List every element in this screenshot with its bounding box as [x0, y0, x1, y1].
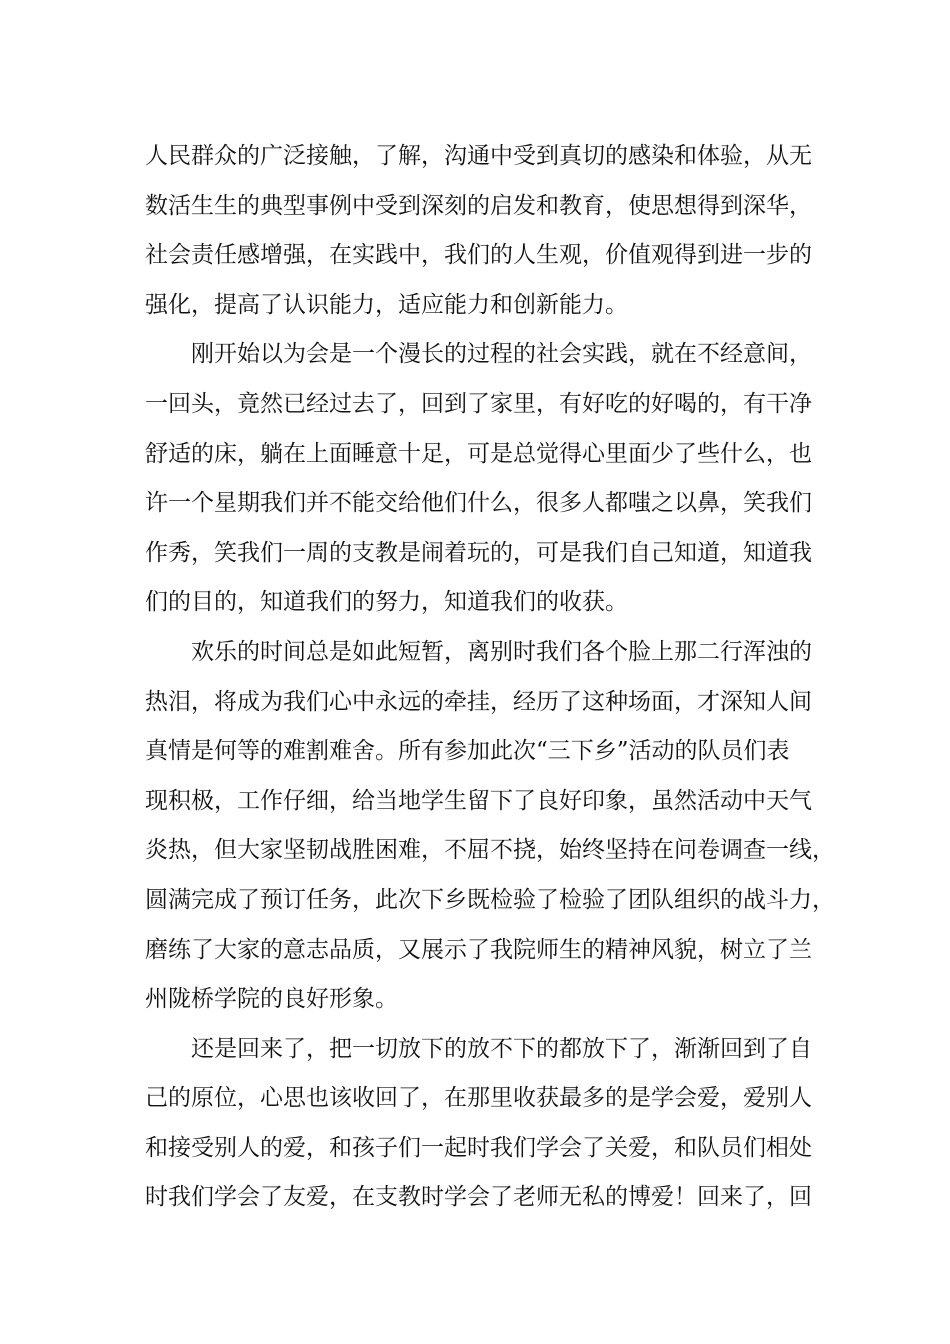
text-line: 磨练了大家的意志品质，又展示了我院师生的精神风貌，树立了兰	[145, 936, 812, 963]
paragraph-1	[145, 132, 825, 330]
text-line: 们的目的，知道我们的努力，知道我们的收获。	[145, 589, 628, 616]
text-line: 人民群众的广泛接触，了解，沟通中受到真切的感染和体验，从无	[145, 143, 812, 169]
text-line: 真情是何等的难割难舍。所有参加此次“三下乡”活动的队员们表	[145, 738, 790, 765]
text-line: 州陇桥学院的良好形象。	[145, 986, 398, 1013]
paragraph-3	[145, 628, 835, 1025]
text-line: 一回头，竟然已经过去了，回到了家里，有好吃的好喝的，有干净	[145, 390, 812, 417]
text-line: 舒适的床，躺在上面睡意十足，可是总觉得心里面少了些什么，也	[145, 440, 812, 467]
text-line: 时我们学会了友爱，在支教时学会了老师无私的博爱！回来了，回	[145, 1184, 812, 1211]
text-line: 现积极，工作仔细，给当地学生留下了良好印象，虽然活动中天气	[145, 787, 812, 814]
text-line: 社会责任感增强，在实践中，我们的人生观，价值观得到进一步的	[145, 242, 812, 269]
text-line: 数活生生的典型事例中受到深刻的启发和教育，使思想得到深华，	[145, 192, 812, 219]
text-line: 强化，提高了认识能力，适应能力和创新能力。	[145, 291, 628, 318]
text-line: 还是回来了，把一切放下的放不下的都放下了，渐渐回到了自	[191, 1035, 812, 1062]
text-line: 己的原位，心思也该收回了，在那里收获最多的是学会爱，爱别人	[145, 1085, 812, 1112]
text-line: 热泪，将成为我们心中永远的牵挂，经历了这种场面，才深知人间	[145, 688, 812, 715]
text-line: 圆满完成了预订任务，此次下乡既检验了检验了团队组织的战斗力，	[145, 886, 835, 913]
text-line: 欢乐的时间总是如此短暂，离别时我们各个脸上那二行浑浊的	[191, 638, 812, 665]
paragraph-4	[145, 1025, 825, 1223]
text-line: 刚开始以为会是一个漫长的过程的社会实践，就在不经意间，	[191, 341, 812, 368]
text-line: 炎热，但大家坚韧战胜困难，不屈不挠，始终坚持在问卷调查一线，	[145, 837, 835, 864]
text-line: 作秀，笑我们一周的支教是闹着玩的，可是我们自己知道，知道我	[145, 539, 812, 566]
document-body	[145, 132, 835, 1223]
paragraph-2	[145, 330, 825, 628]
text-line: 和接受别人的爱，和孩子们一起时我们学会了关爱，和队员们相处	[145, 1134, 812, 1161]
text-line: 许一个星期我们并不能交给他们什么，很多人都嗤之以鼻，笑我们	[145, 490, 812, 517]
